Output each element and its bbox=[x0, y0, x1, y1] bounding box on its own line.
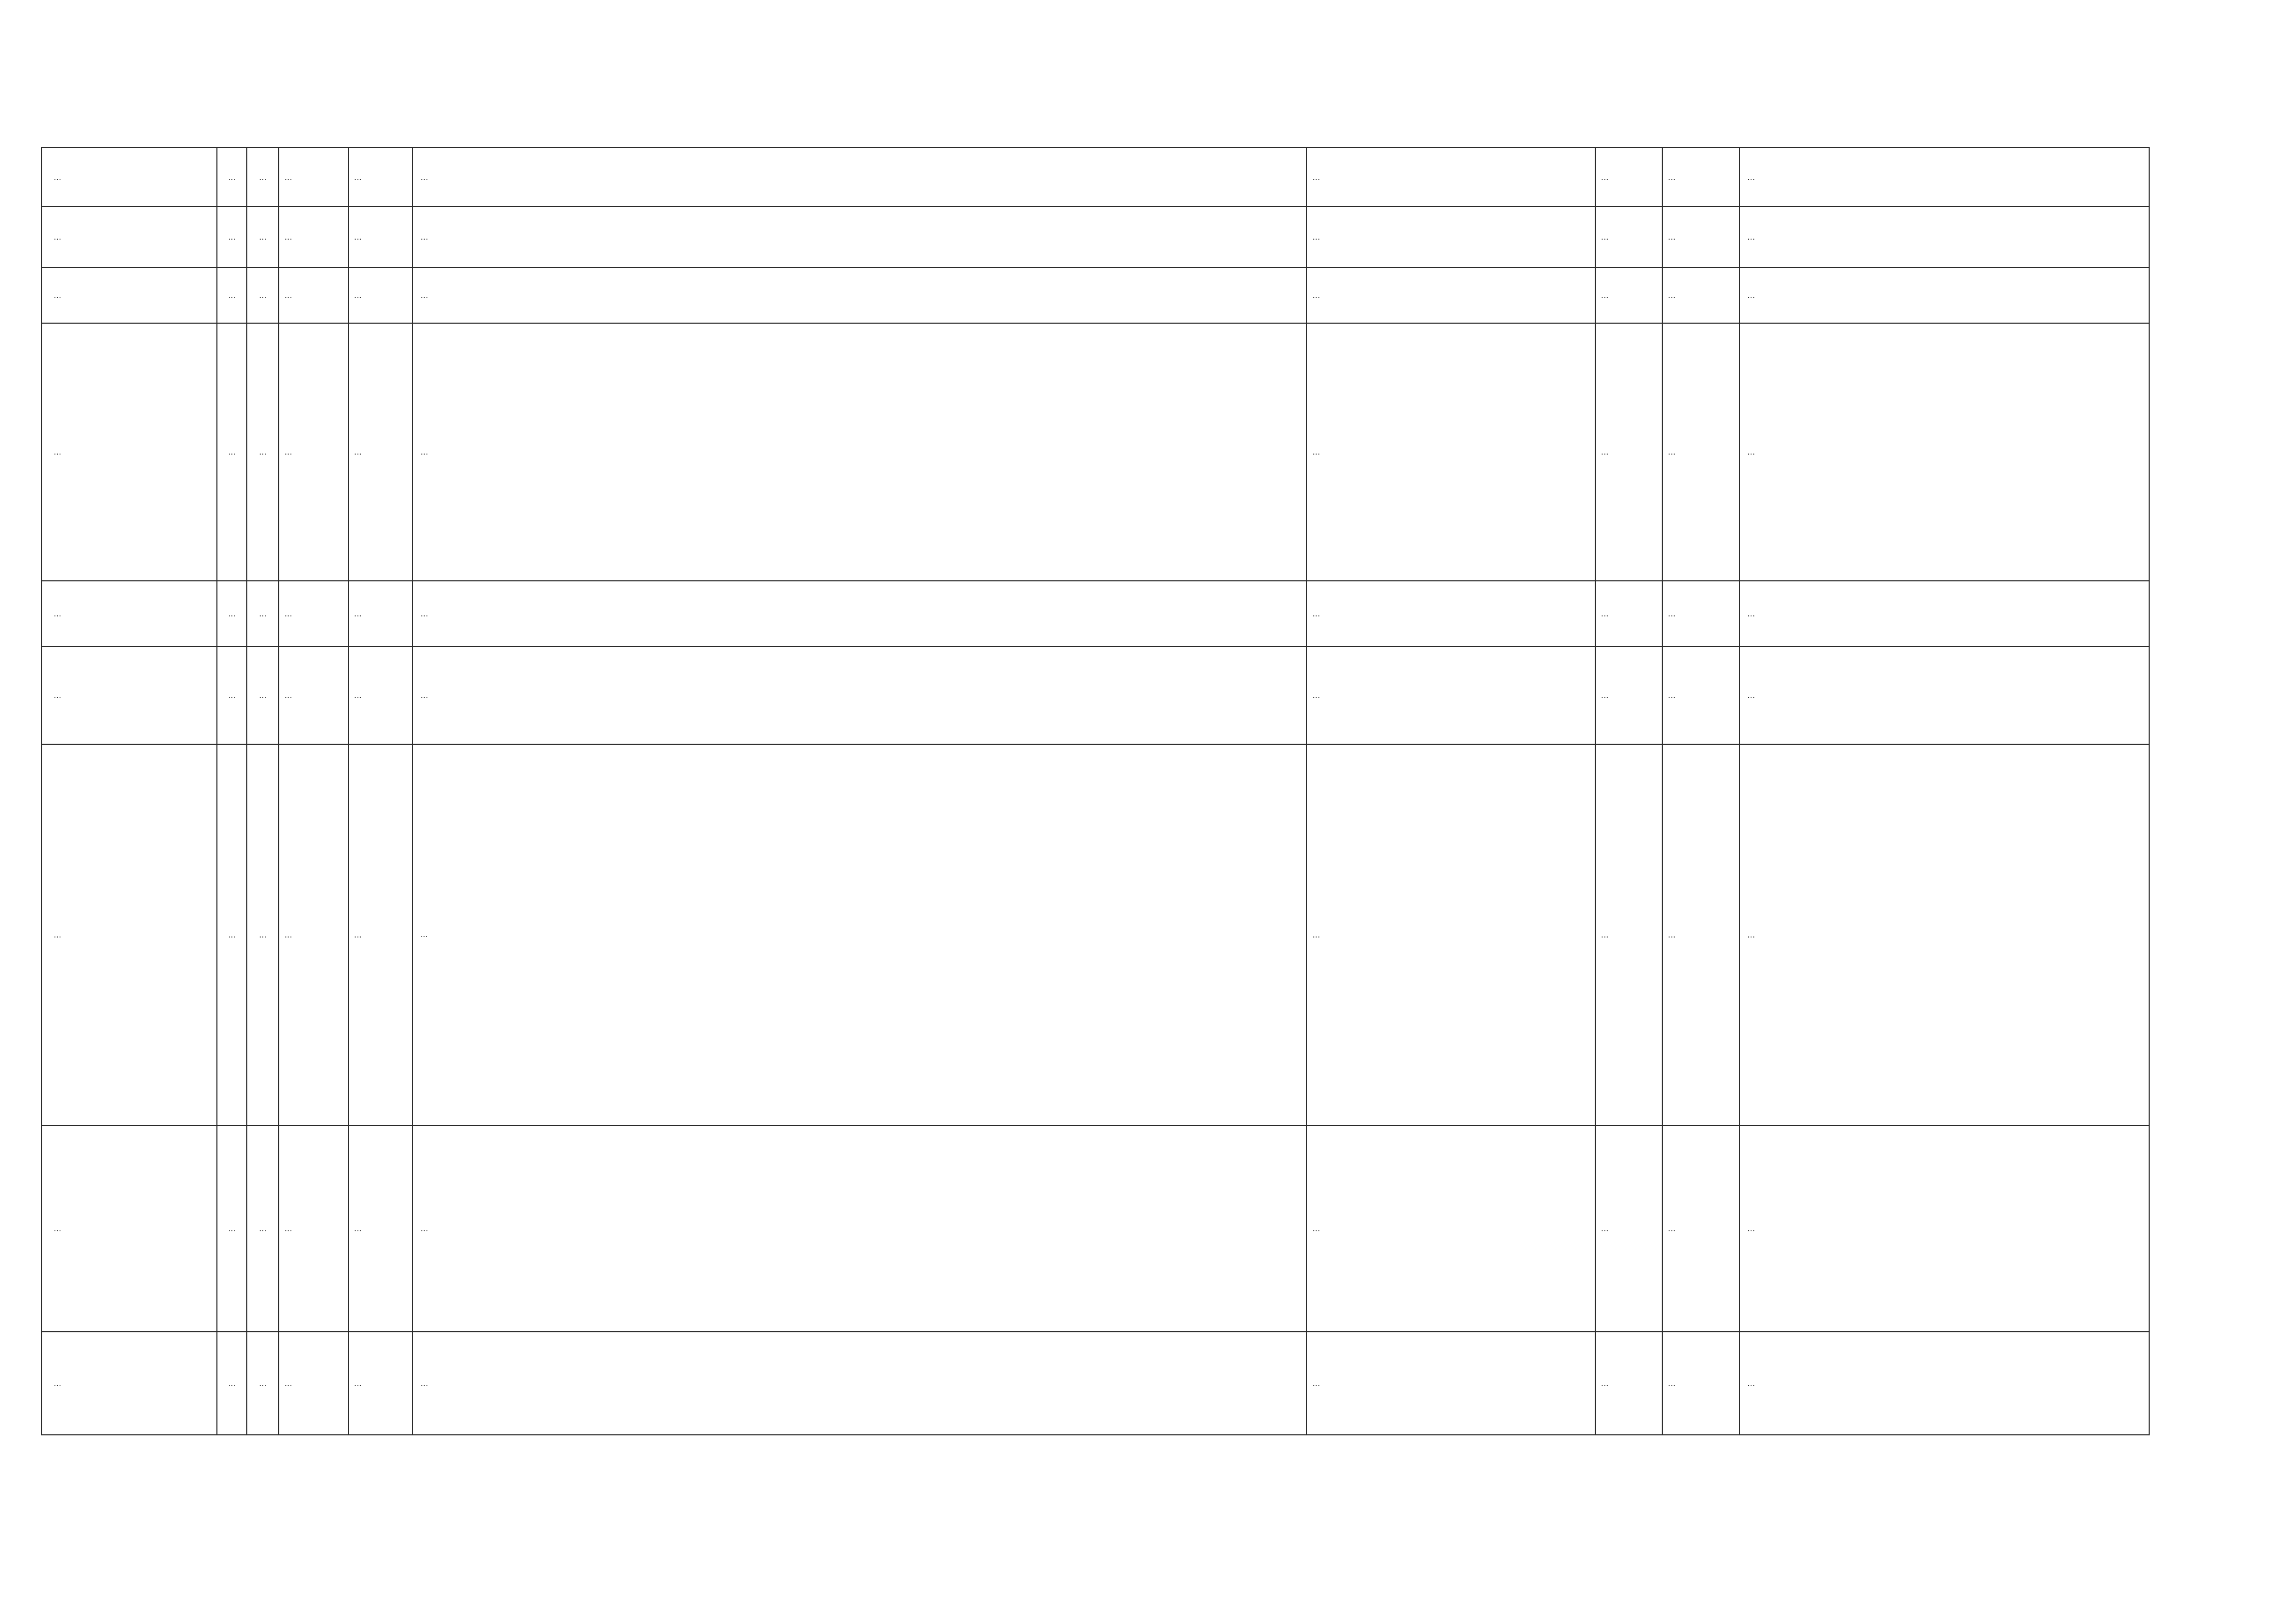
food-category: … bbox=[247, 147, 279, 207]
allergen-notice: … bbox=[1307, 646, 1595, 744]
company-address: … bbox=[1740, 267, 2149, 323]
ingredient-origin: … bbox=[348, 744, 413, 1126]
product-name: … bbox=[42, 267, 217, 323]
allergen-notice: … bbox=[1307, 581, 1595, 646]
ingredient-origin: … bbox=[348, 267, 413, 323]
origin-country: … bbox=[217, 581, 247, 646]
company-address: … bbox=[1740, 147, 2149, 207]
food-category: … bbox=[247, 207, 279, 267]
company-name: … bbox=[1595, 581, 1662, 646]
product-name: … bbox=[42, 581, 217, 646]
spare-column: … bbox=[279, 147, 348, 207]
product-name: … bbox=[42, 207, 217, 267]
table-row bbox=[42, 646, 2149, 744]
registration-number: … bbox=[1662, 646, 1740, 744]
ingredient-list: … bbox=[413, 581, 1307, 646]
food-category: … bbox=[247, 744, 279, 1126]
registration-number: … bbox=[1662, 147, 1740, 207]
company-address: … bbox=[1740, 646, 2149, 744]
food-category: … bbox=[247, 646, 279, 744]
food-category: … bbox=[247, 267, 279, 323]
company-address: … bbox=[1740, 744, 2149, 1126]
table-row bbox=[42, 1126, 2149, 1332]
ingredient-origin: … bbox=[348, 147, 413, 207]
ingredient-origin: … bbox=[348, 323, 413, 581]
allergen-notice: … bbox=[1307, 744, 1595, 1126]
company-name: … bbox=[1595, 1332, 1662, 1435]
registration-number: … bbox=[1662, 1126, 1740, 1332]
origin-country: … bbox=[217, 323, 247, 581]
registration-number: … bbox=[1662, 744, 1740, 1126]
table-row bbox=[42, 267, 2149, 323]
company-name: … bbox=[1595, 1126, 1662, 1332]
company-address: … bbox=[1740, 207, 2149, 267]
company-name: … bbox=[1595, 267, 1662, 323]
table-row bbox=[42, 744, 2149, 1126]
allergen-notice: … bbox=[1307, 1126, 1595, 1332]
ingredient-list: … bbox=[413, 207, 1307, 267]
spare-column: … bbox=[279, 323, 348, 581]
spare-column: … bbox=[279, 207, 348, 267]
spare-column: … bbox=[279, 646, 348, 744]
origin-country: … bbox=[217, 1332, 247, 1435]
ingredient-list: … bbox=[413, 267, 1307, 323]
ingredient-list: … bbox=[413, 1126, 1307, 1332]
ingredient-origin: … bbox=[348, 581, 413, 646]
spare-column: … bbox=[279, 744, 348, 1126]
origin-country: … bbox=[217, 267, 247, 323]
company-address: … bbox=[1740, 1332, 2149, 1435]
ingredient-list: … bbox=[413, 1332, 1307, 1435]
product-name: … bbox=[42, 323, 217, 581]
ingredient-origin: … bbox=[348, 1126, 413, 1332]
company-name: … bbox=[1595, 147, 1662, 207]
registration-number: … bbox=[1662, 581, 1740, 646]
food-category: … bbox=[247, 581, 279, 646]
ingredient-list: … bbox=[413, 323, 1307, 581]
ingredient-list: … bbox=[413, 147, 1307, 207]
product-name: … bbox=[42, 1332, 217, 1435]
product-name: … bbox=[42, 744, 217, 1126]
origin-country: … bbox=[217, 646, 247, 744]
product-table bbox=[41, 147, 2150, 1435]
allergen-notice: … bbox=[1307, 207, 1595, 267]
ingredient-origin: … bbox=[348, 646, 413, 744]
company-name: … bbox=[1595, 646, 1662, 744]
spare-column: … bbox=[279, 1126, 348, 1332]
ingredient-list: … bbox=[413, 744, 1307, 1126]
company-address: … bbox=[1740, 1126, 2149, 1332]
food-category: … bbox=[247, 323, 279, 581]
product-name: … bbox=[42, 1126, 217, 1332]
company-address: … bbox=[1740, 323, 2149, 581]
allergen-notice: … bbox=[1307, 147, 1595, 207]
table-row bbox=[42, 1332, 2149, 1435]
table-row bbox=[42, 323, 2149, 581]
company-name: … bbox=[1595, 207, 1662, 267]
ingredient-origin: … bbox=[348, 207, 413, 267]
spare-column: … bbox=[279, 267, 348, 323]
ingredient-list: … bbox=[413, 646, 1307, 744]
registration-number: … bbox=[1662, 207, 1740, 267]
registration-number: … bbox=[1662, 267, 1740, 323]
spare-column: … bbox=[279, 581, 348, 646]
origin-country: … bbox=[217, 207, 247, 267]
origin-country: … bbox=[217, 1126, 247, 1332]
company-address: … bbox=[1740, 581, 2149, 646]
allergen-notice: … bbox=[1307, 267, 1595, 323]
origin-country: … bbox=[217, 744, 247, 1126]
table-row bbox=[42, 207, 2149, 267]
table-row bbox=[42, 581, 2149, 646]
food-category: … bbox=[247, 1332, 279, 1435]
ingredient-origin: … bbox=[348, 1332, 413, 1435]
registration-number: … bbox=[1662, 323, 1740, 581]
spare-column: … bbox=[279, 1332, 348, 1435]
company-name: … bbox=[1595, 744, 1662, 1126]
product-name: … bbox=[42, 646, 217, 744]
product-name: … bbox=[42, 147, 217, 207]
origin-country: … bbox=[217, 147, 247, 207]
company-name: … bbox=[1595, 323, 1662, 581]
food-category: … bbox=[247, 1126, 279, 1332]
document-sheet bbox=[41, 147, 2149, 1435]
allergen-notice: … bbox=[1307, 1332, 1595, 1435]
allergen-notice: … bbox=[1307, 323, 1595, 581]
registration-number: … bbox=[1662, 1332, 1740, 1435]
table-row bbox=[42, 147, 2149, 207]
